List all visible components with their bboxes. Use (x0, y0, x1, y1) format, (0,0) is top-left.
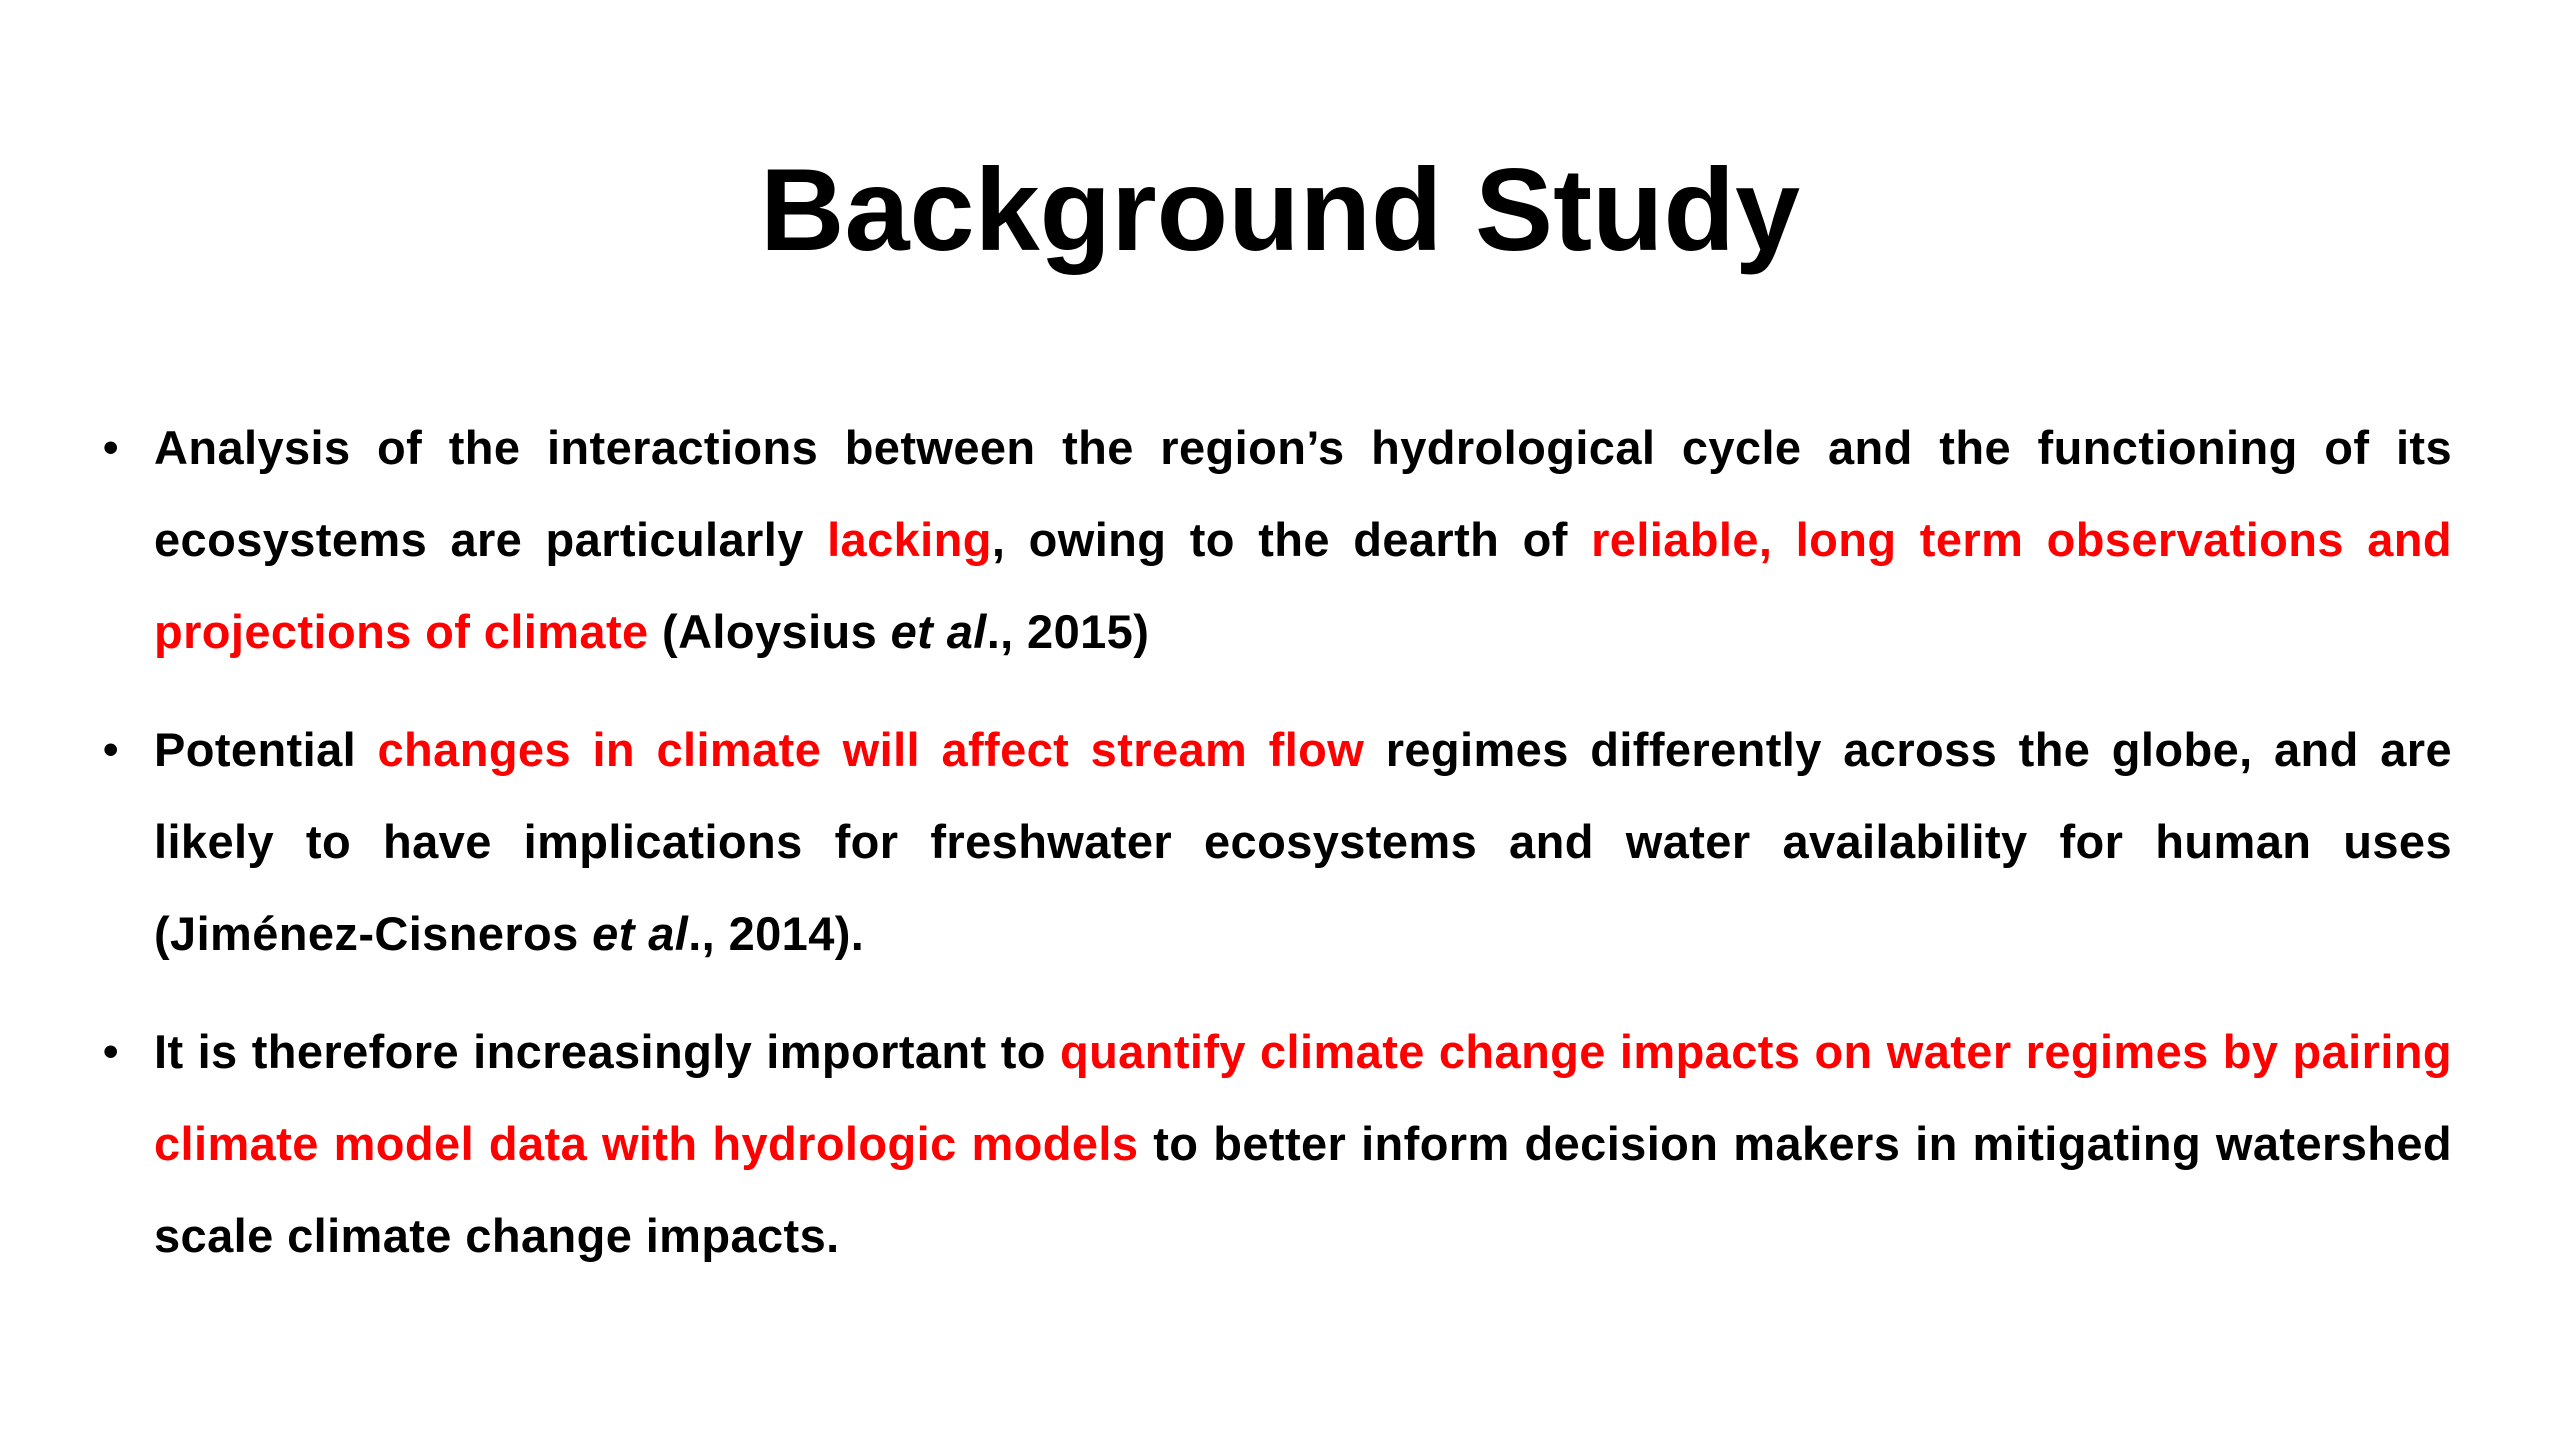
bullet-dot-icon: • (103, 725, 119, 774)
bullet-item-1 (0, 402, 2560, 678)
text-segment: It is therefore increasingly important to (154, 1025, 1060, 1078)
bullet-item-2 (0, 704, 2560, 980)
bullet-text-1 (154, 402, 2452, 678)
text-segment: regimes differently across the globe, and are likely to have implications for freshwater ecosystems and water availability for human uses (Jiménez-Cisneros (154, 723, 2452, 960)
italic-segment: et al (890, 605, 987, 658)
bullet-text-3 (154, 1006, 2452, 1282)
highlight-segment: lacking (827, 513, 992, 566)
bullet-text-2 (154, 704, 2452, 980)
text-segment: ., 2015) (986, 605, 1150, 658)
bullet-list (0, 402, 2560, 1308)
text-segment: Potential (154, 723, 378, 776)
text-segment: Analysis of the interactions between the region’s hydrological cycle and the functioning of its ecosystems are particularly (154, 421, 2452, 566)
text-segment: to better inform decision makers in mitigating watershed scale climate change impacts. (154, 1117, 2452, 1262)
bullet-item-3 (0, 1006, 2560, 1282)
highlight-segment: changes in climate will affect stream flow (377, 723, 1365, 776)
highlight-segment: quantify climate change impacts on water regimes by pairing climate model data with hydrologic models (154, 1025, 2453, 1170)
slide-title: Background Study (759, 144, 1801, 275)
bullet-dot-icon: • (103, 1027, 119, 1076)
bullet-dot-icon: • (103, 423, 119, 472)
highlight-segment: reliable, long term observations and projections of climate (154, 513, 2453, 658)
italic-segment: et al (592, 907, 689, 960)
text-segment: (Aloysius (648, 605, 891, 658)
text-segment: ., 2014). (688, 907, 865, 960)
text-segment: , owing to the dearth of (991, 513, 1592, 566)
